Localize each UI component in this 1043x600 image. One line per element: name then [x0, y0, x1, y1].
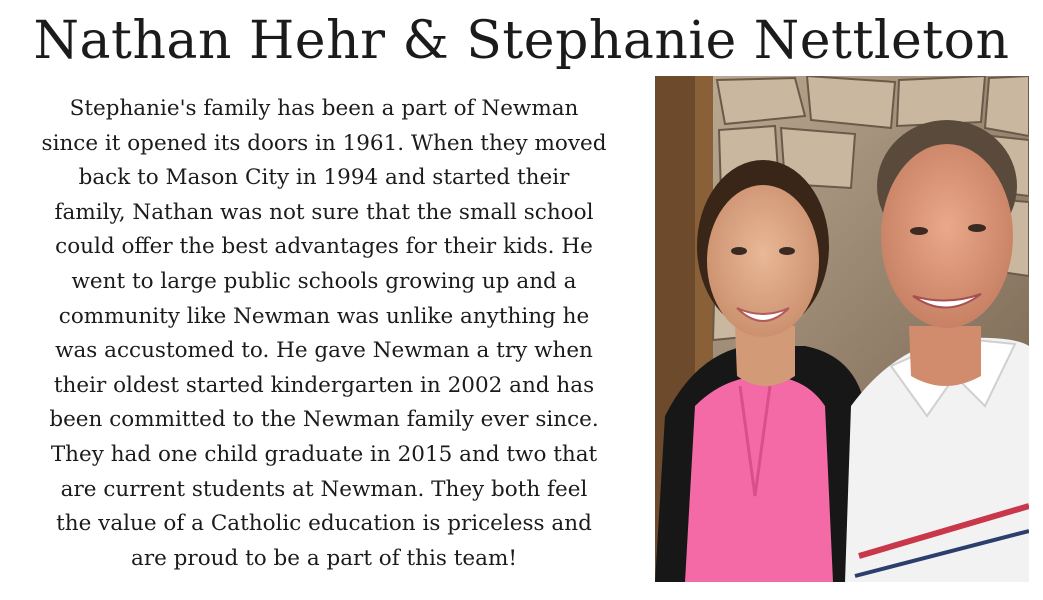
- bio-line: are current students at Newman. They both feel: [60, 476, 588, 502]
- bio-line: since it opened its doors in 1961. When they moved: [41, 130, 607, 156]
- bio-line: Stephanie's family has been a part of Newman: [69, 96, 579, 121]
- bio-line: They had one child graduate in 2015 and two that: [50, 441, 598, 467]
- bio-line: the value of a Catholic education is priceless and: [56, 511, 592, 537]
- bio-text: [4, 92, 644, 576]
- bio-line: could offer the best advantages for their kids. He: [55, 234, 593, 260]
- bio-line: back to Mason City in 1994 and started their: [78, 165, 570, 191]
- bio-line: was accustomed to. He gave Newman a try when: [55, 338, 593, 364]
- bio-line: community like Newman was unlike anything he: [58, 303, 590, 329]
- bio-line: been committed to the Newman family ever since.: [49, 407, 599, 433]
- bio-line: family, Nathan was not sure that the small school: [54, 199, 594, 225]
- page-title: Nathan Hehr & Stephanie Nettleton: [33, 11, 1010, 71]
- couple-photo: [655, 76, 1029, 582]
- bio-line: went to large public schools growing up and a: [71, 268, 577, 294]
- bio-line: are proud to be a part of this team!: [131, 545, 517, 571]
- bio-line: their oldest started kindergarten in 2002 and has: [53, 372, 595, 398]
